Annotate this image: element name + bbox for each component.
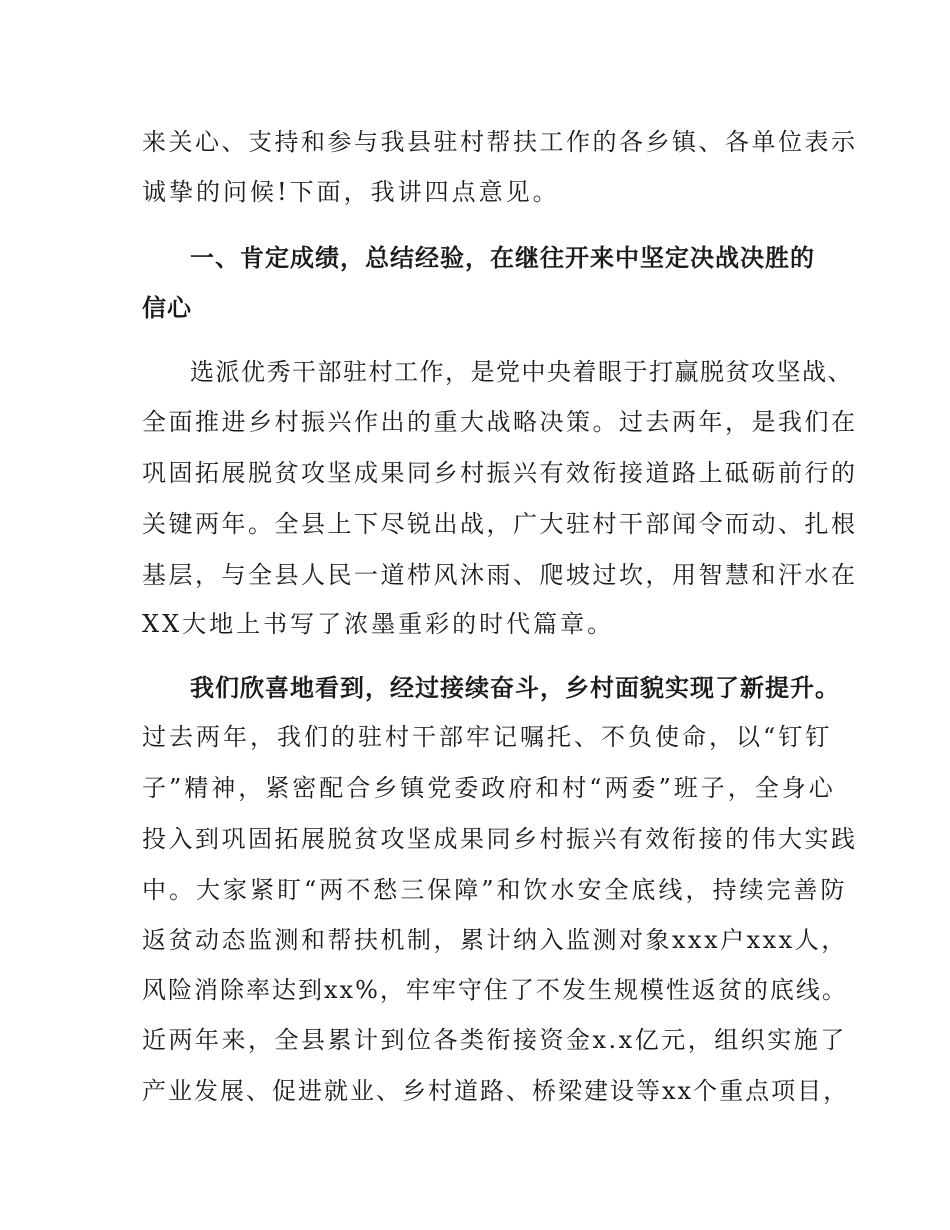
- body-line: 近两年来，全县累计到位各类衔接资金x.x亿元，组织实施了: [142, 1026, 847, 1054]
- section-heading-continued: 信心: [142, 294, 192, 322]
- emphasis-line: 我们欣喜地看到，经过接续奋斗，乡村面貌实现了新提升。: [190, 674, 840, 702]
- body-line: 子”精神，紧密配合乡镇党委政府和村“两委”班子，全身心: [142, 774, 836, 802]
- body-line: 全面推进乡村振兴作出的重大战略决策。过去两年，是我们在: [142, 408, 858, 436]
- section-heading: 一、肯定成绩，总结经验，在继往开来中坚定决战决胜的: [190, 244, 815, 272]
- body-line: 来关心、支持和参与我县驻村帮扶工作的各乡镇、各单位表示: [142, 128, 858, 156]
- body-line: 风险消除率达到xx%，牢牢守住了不发生规模性返贫的底线。: [142, 976, 848, 1004]
- body-line: 关键两年。全县上下尽锐出战，广大驻村干部闻令而动、扎根: [142, 510, 858, 538]
- body-line: 投入到巩固拓展脱贫攻坚成果同乡村振兴有效衔接的伟大实践: [142, 825, 858, 853]
- body-line: 产业发展、促进就业、乡村道路、桥梁建设等xx个重点项目，: [142, 1077, 850, 1105]
- body-line: 选派优秀干部驻村工作，是党中央着眼于打赢脱贫攻坚战、: [190, 358, 853, 386]
- body-line: 过去两年，我们的驻村干部牢记嘱托、不负使命，以“钉钉: [142, 723, 833, 751]
- body-line: 巩固拓展脱贫攻坚成果同乡村振兴有效衔接道路上砥砺前行的: [142, 459, 858, 487]
- body-line: 中。大家紧盯“两不愁三保障”和饮水安全底线，持续完善防: [142, 876, 848, 904]
- body-line: 返贫动态监测和帮扶机制，累计纳入监测对象xxx户xxx人，: [142, 926, 848, 954]
- body-line: 基层，与全县人民一道栉风沐雨、爬坡过坎，用智慧和汗水在: [142, 561, 858, 589]
- body-line: 诚挚的问候!下面，我讲四点意见。: [142, 178, 560, 206]
- body-line: XX大地上书写了浓墨重彩的时代篇章。: [142, 610, 615, 638]
